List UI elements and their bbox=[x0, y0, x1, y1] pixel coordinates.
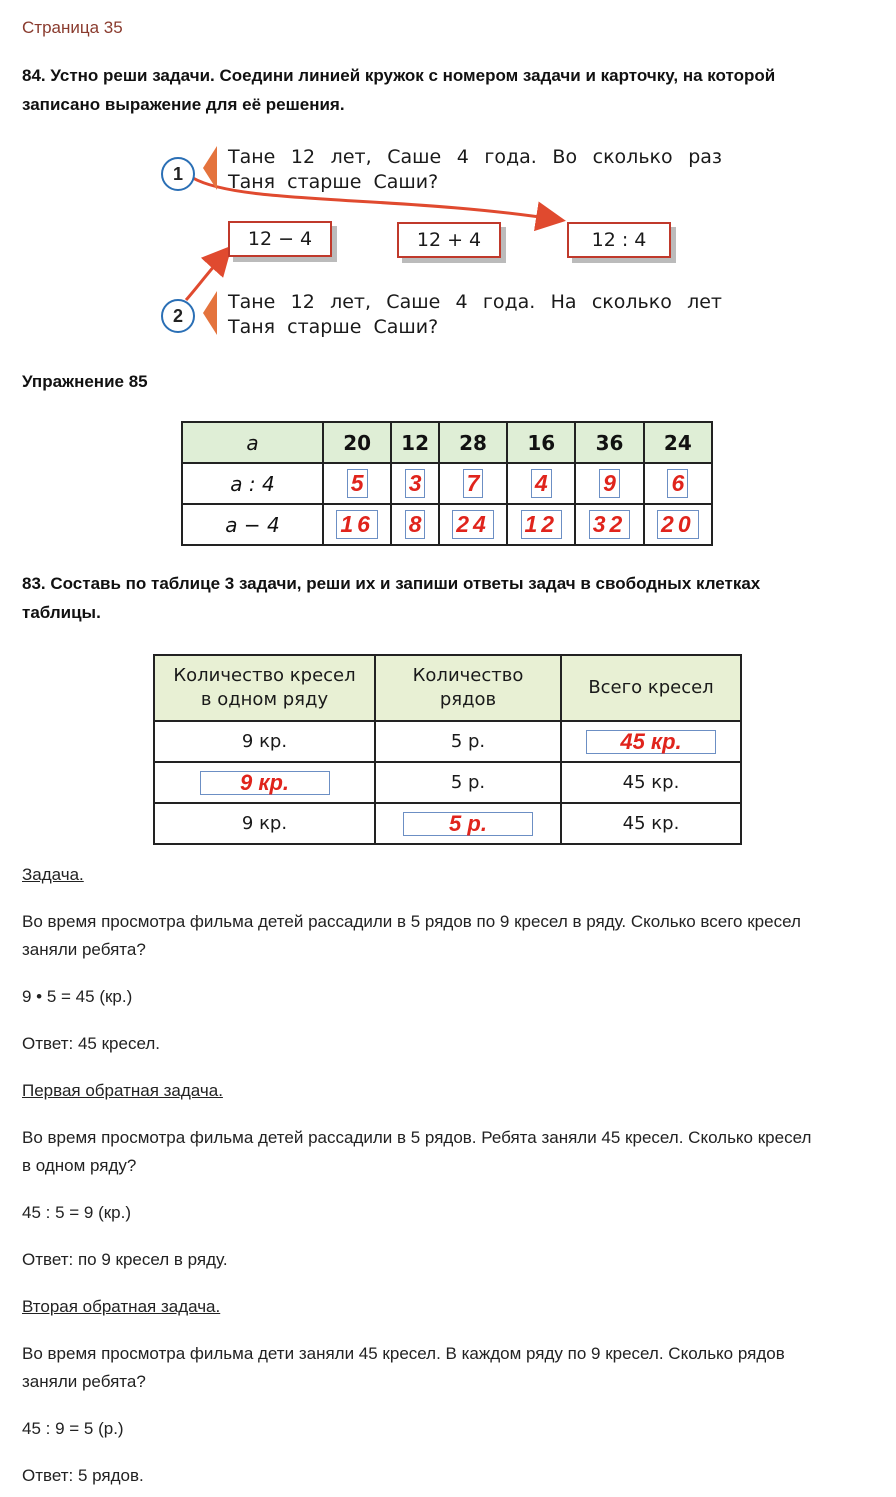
answer-cell[interactable]: 5 bbox=[347, 469, 368, 498]
inverse1-text-line1: Во время просмотра фильма детей рассадили в 5 рядов. Ребята заняли 45 кресел. Сколько кресел bbox=[22, 1128, 812, 1147]
problem-2-marker-icon bbox=[203, 291, 217, 335]
inverse2-expression: 45 : 9 = 5 (р.) bbox=[22, 1419, 124, 1438]
problem-2-line1: Тане 12 лет, Саше 4 года. На сколько лет bbox=[228, 291, 722, 313]
a-value: 12 bbox=[391, 422, 439, 463]
inverse2-title: Вторая обратная задача. bbox=[22, 1297, 221, 1316]
header-rows bbox=[375, 655, 561, 721]
answer-cell[interactable]: 5 р. bbox=[403, 812, 533, 836]
page-label: Страница 35 bbox=[22, 18, 123, 37]
header-line: Всего кресел bbox=[588, 677, 714, 698]
problem-1-line1: Тане 12 лет, Саше 4 года. Во сколько раз bbox=[228, 146, 722, 168]
answer-cell[interactable]: 12 bbox=[521, 510, 563, 539]
card-12-div-4[interactable]: 12 : 4 bbox=[567, 222, 671, 258]
answer-cell[interactable]: 9 кр. bbox=[200, 771, 330, 795]
inverse1-text-line2: в одном ряду? bbox=[22, 1156, 137, 1175]
ex85-row-sub bbox=[182, 504, 712, 545]
problem-1-line2: Таня старше Саши? bbox=[228, 171, 439, 193]
inverse1-title: Первая обратная задача. bbox=[22, 1081, 223, 1100]
a-value: 36 bbox=[575, 422, 643, 463]
answer-cell[interactable]: 4 bbox=[531, 469, 552, 498]
problem-1-circle[interactable]: 1 bbox=[161, 157, 195, 191]
problem-2-line2: Таня старше Саши? bbox=[228, 316, 439, 338]
task-expression: 9 • 5 = 45 (кр.) bbox=[22, 987, 133, 1006]
answer-cell[interactable]: 24 bbox=[452, 510, 494, 539]
ex83-heading-line2: таблицы. bbox=[22, 603, 101, 622]
inverse2-text-line1: Во время просмотра фильма дети заняли 45 кресел. В каждом ряду по 9 кресел. Сколько рядов bbox=[22, 1344, 785, 1363]
header-line: в одном ряду bbox=[200, 689, 329, 710]
a-value: 20 bbox=[323, 422, 391, 463]
cell: 5 р. bbox=[375, 721, 561, 762]
task-title: Задача. bbox=[22, 865, 84, 884]
task-text-line1: Во время просмотра фильма детей рассадили в 5 рядов по 9 кресел в ряду. Сколько всего кресел bbox=[22, 912, 801, 931]
answer-cell[interactable]: 8 bbox=[405, 510, 426, 539]
inverse2-text-line2: заняли ребята? bbox=[22, 1372, 146, 1391]
inverse1-answer: Ответ: по 9 кресел в ряду. bbox=[22, 1250, 228, 1269]
problem-1-marker-icon bbox=[203, 146, 217, 190]
ex85-table bbox=[181, 421, 713, 546]
cell: 45 кр. bbox=[561, 803, 741, 844]
cell: 45 кр. bbox=[561, 762, 741, 803]
answer-cell[interactable]: 6 bbox=[667, 469, 688, 498]
answer-cell[interactable]: 16 bbox=[336, 510, 378, 539]
task-answer: Ответ: 45 кресел. bbox=[22, 1034, 160, 1053]
answer-cell[interactable]: 20 bbox=[657, 510, 699, 539]
header-line: Количество кресел bbox=[173, 665, 356, 686]
cell: 9 кр. bbox=[154, 803, 375, 844]
row-label-a-minus-4: a − 4 bbox=[182, 504, 323, 545]
ex85-row-div bbox=[182, 463, 712, 504]
a-value: 16 bbox=[507, 422, 575, 463]
ex85-row-a bbox=[182, 422, 712, 463]
a-value: 28 bbox=[439, 422, 507, 463]
problem-2-circle[interactable]: 2 bbox=[161, 299, 195, 333]
header-seats-per-row bbox=[154, 655, 375, 721]
header-line: Количество bbox=[412, 665, 524, 686]
ex84-heading-line2: записано выражение для её решения. bbox=[22, 95, 345, 114]
cell: 9 кр. bbox=[154, 721, 375, 762]
row-label-a-div-4: a : 4 bbox=[182, 463, 323, 504]
answer-cell[interactable]: 45 кр. bbox=[586, 730, 716, 754]
task-text-line2: заняли ребята? bbox=[22, 940, 146, 959]
inverse1-expression: 45 : 5 = 9 (кр.) bbox=[22, 1203, 132, 1222]
ex83-table bbox=[153, 654, 742, 845]
card-12-minus-4[interactable]: 12 − 4 bbox=[228, 221, 332, 257]
cell: 5 р. bbox=[375, 762, 561, 803]
answer-cell[interactable]: 32 bbox=[589, 510, 631, 539]
answer-cell[interactable]: 3 bbox=[405, 469, 426, 498]
row-label-a: a bbox=[182, 422, 323, 463]
header-line: рядов bbox=[439, 689, 497, 710]
card-12-plus-4[interactable]: 12 + 4 bbox=[397, 222, 501, 258]
ex85-title: Упражнение 85 bbox=[22, 372, 148, 391]
ex83-heading-line1: 83. Составь по таблице 3 задачи, реши их и запиши ответы задач в свободных клетках bbox=[22, 574, 761, 593]
inverse2-answer: Ответ: 5 рядов. bbox=[22, 1466, 144, 1485]
ex84-heading-line1: 84. Устно реши задачи. Соедини линией кружок с номером задачи и карточку, на которой bbox=[22, 66, 776, 85]
a-value: 24 bbox=[644, 422, 712, 463]
header-total-seats bbox=[561, 655, 741, 721]
answer-cell[interactable]: 7 bbox=[463, 469, 484, 498]
answer-cell[interactable]: 9 bbox=[599, 469, 620, 498]
